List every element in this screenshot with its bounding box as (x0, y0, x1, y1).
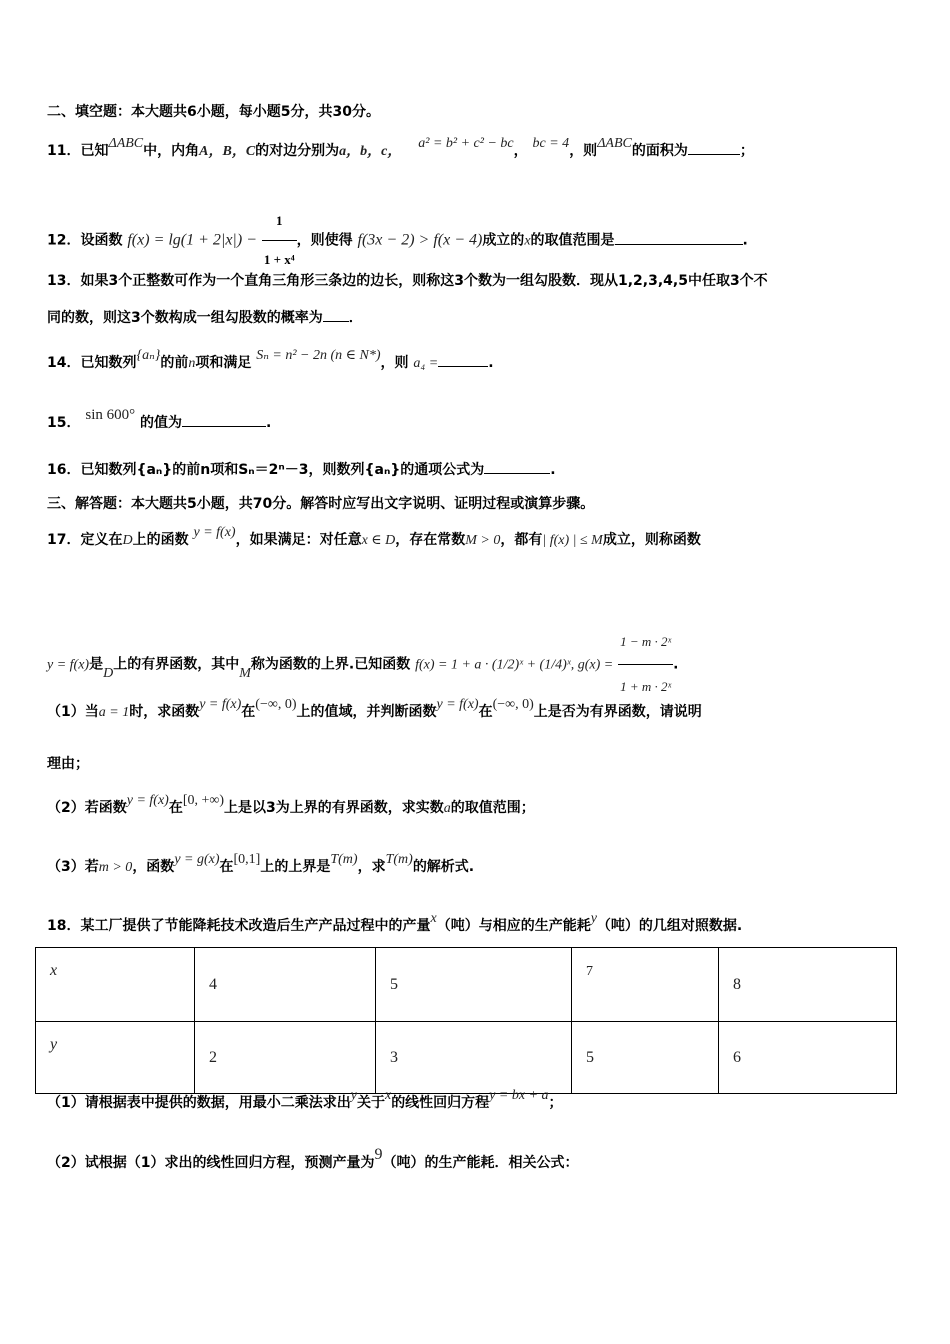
table-cell: 7 (572, 948, 719, 1022)
question-17-line-2 (47, 620, 679, 709)
q17-g-den: 1 + m · 2ˣ (620, 679, 672, 694)
question-18-part-1 (47, 1088, 563, 1114)
q14-sequence: {aₙ} (136, 348, 161, 363)
q18-p1-text-1: 关于 (356, 1095, 385, 1111)
q17-abs-bound: | f(x) | ≤ M (542, 533, 603, 548)
q15-answer-blank[interactable] (182, 412, 266, 427)
q14-text-3: ，则 (380, 355, 409, 371)
q13-answer-blank[interactable] (323, 307, 349, 322)
section-3-heading: 三、解答题：本大题共5小题，共70分。解答时应写出文字说明、证明过程或演算步骤。 (47, 496, 595, 512)
q17-g-fraction (618, 620, 673, 709)
q17-g-label: , g(x) = (570, 657, 614, 673)
q17-p1-interval-2: (−∞, 0) (492, 697, 534, 712)
q14-number: 14．已知数列 (47, 355, 137, 371)
q16-end: . (550, 462, 556, 478)
q12-frac-den: 1 + x⁴ (263, 252, 295, 267)
q17-p2-text-1: 在 (168, 800, 183, 816)
question-13-line-2 (47, 307, 363, 328)
q17-p1-text-5: 上是否为有界函数，请说明 (533, 704, 702, 720)
q17-number: 17．定义在 (47, 532, 123, 548)
q15-text-1: 的值为 (140, 415, 182, 431)
q17-g-num: 1 − m · 2ˣ (618, 620, 673, 665)
question-16 (47, 459, 556, 480)
q17-p3-T: T(m) (330, 852, 358, 867)
q17-p1-label: （1）当 (47, 704, 99, 720)
q12-fraction (262, 202, 297, 279)
q12-frac-num: 1 (262, 202, 297, 241)
q12-end: . (742, 232, 748, 249)
q11-end: ； (739, 143, 754, 159)
q11-equation-1: a² = b² + c² − bc (418, 136, 514, 151)
table-cell: 5 (376, 948, 572, 1022)
q11-text-4: 的面积为 (631, 143, 688, 159)
q17-l2-end: . (673, 656, 679, 673)
q17-p2-label: （2）若函数 (47, 800, 127, 816)
q18-x: x (430, 911, 437, 926)
question-15 (47, 407, 272, 433)
q17-p3-yg: y = g(x) (174, 852, 220, 867)
table-cell: 6 (719, 1022, 897, 1094)
q14-answer-blank[interactable] (438, 352, 488, 367)
q11-text-2: 的对边分别为 (255, 143, 340, 159)
question-17-part-3 (47, 852, 475, 878)
question-17-line-1 (47, 525, 701, 551)
question-11 (47, 136, 754, 162)
q17-p1-text-3: 上的值域，并判断函数 (296, 704, 437, 720)
q17-p3-text-4: ，求 (357, 859, 386, 875)
q12-number: 12．设函数 (47, 232, 123, 249)
q18-p2-text-1: （吨）的生产能耗．相关公式： (382, 1155, 579, 1171)
q17-p2-yf: y = f(x) (126, 793, 169, 808)
q17-p3-text-2: 在 (219, 859, 234, 875)
table-cell: 5 (572, 1022, 719, 1094)
q17-p2-text-2: 上是以3为上界的有界函数，求实数 (224, 800, 444, 816)
q18-p1-y: y (350, 1088, 357, 1103)
q17-l2-D: D (103, 665, 114, 681)
q14-a4: a₄ = (413, 356, 439, 371)
q18-p1-end: ； (548, 1095, 563, 1111)
q17-f-definition: f(x) = 1 + a · (1/2)ˣ + (1/4)ˣ (415, 657, 571, 673)
q17-p1-yf: y = f(x) (199, 697, 242, 712)
q14-text-2: 项和满足 (195, 355, 252, 371)
table-cell: 8 (719, 948, 897, 1022)
q17-p1-text-4: 在 (478, 704, 493, 720)
q17-p1-a: a = 1 (98, 705, 130, 720)
q18-p1-equation: y = bx + a (489, 1088, 549, 1103)
q17-p1-text-1: 时，求函数 (129, 704, 200, 720)
q11-vars: A，B，C (199, 144, 256, 159)
table-row-y (36, 1022, 897, 1094)
table-cell: 4 (195, 948, 376, 1022)
q17-l2-text-3: 称为函数的上界.已知函数 (250, 656, 411, 673)
q17-p3-text-5: 的解析式. (412, 859, 475, 875)
q17-p2-text-3: 的取值范围； (450, 800, 535, 816)
q17-l2-text-1: 是 (89, 656, 104, 673)
q14-sum-formula: Sₙ = n² − 2n (n ∈ N*) (256, 348, 381, 363)
q17-l2-text-2: 上的有界函数，其中 (113, 656, 240, 673)
q18-data-table (35, 947, 897, 1094)
question-14 (47, 348, 494, 374)
q17-text-4: ，都有 (500, 532, 543, 548)
q18-p1-x: x (384, 1088, 392, 1103)
q17-p3-T-2: T(m) (385, 852, 413, 867)
question-17-part-1 (47, 697, 702, 723)
q12-text-1: ，则使得 (296, 232, 353, 249)
q14-n: n (188, 356, 196, 371)
q17-p1-yf-2: y = f(x) (436, 697, 479, 712)
table-header-y: y (36, 1022, 195, 1094)
q18-number: 18．某工厂提供了节能降耗技术改造后生产产品过程中的产量 (47, 918, 431, 934)
q17-p3-text-1: ，函数 (132, 859, 175, 875)
q18-y: y (590, 911, 597, 926)
q18-p2-label: （2）试根据（1）求出的线性回归方程，预测产量为 (47, 1155, 375, 1171)
q16-text: 16．已知数列{aₙ}的前n项和Sₙ＝2ⁿ－3，则数列{aₙ}的通项公式为 (47, 462, 485, 478)
q11-sides: a，b，c， (339, 144, 402, 159)
q11-text-1: 中，内角 (143, 143, 200, 159)
q17-p2-a: a (443, 801, 451, 816)
q17-p3-label: （3）若 (47, 859, 99, 875)
table-header-x: x (36, 948, 195, 1022)
question-17-part-2 (47, 793, 535, 819)
q12-text-2: 成立的 (482, 232, 525, 249)
question-18-part-2 (47, 1146, 579, 1173)
q13-end: ． (348, 310, 363, 326)
table-row-x (36, 948, 897, 1022)
q18-p2-nine: 9 (374, 1146, 383, 1163)
q12-function: f(x) = lg(1 + 2|x|) − (127, 231, 257, 249)
q14-text-1: 的前 (160, 355, 189, 371)
q17-p2-interval: [0, +∞) (182, 793, 225, 808)
q15-number: 15． (47, 415, 81, 431)
q18-text-1: （吨）与相应的生产能耗 (436, 918, 591, 934)
q18-p1-label: （1）请根据表中提供的数据，用最小二乘法求出 (47, 1095, 351, 1111)
table-cell: 2 (195, 1022, 376, 1094)
q11-sep: ， (513, 143, 528, 159)
q12-text-3: 的取值范围是 (530, 232, 615, 249)
q18-text-2: （吨）的几组对照数据. (596, 918, 743, 934)
q11-equation-2: bc = 4 (532, 136, 570, 151)
question-13-line-1: 13．如果3个正整数可作为一个直角三角形三条边的边长，则称这3个数为一组勾股数．现从1,2,3,4,5中任取3个不 (47, 273, 768, 289)
q18-p1-text-2: 的线性回归方程 (391, 1095, 490, 1111)
q11-answer-blank[interactable] (688, 140, 740, 155)
q17-M: M > 0 (465, 533, 501, 548)
q12-answer-blank[interactable] (615, 230, 743, 245)
q17-l2-yf: y = f(x) (47, 657, 90, 673)
q17-D: D (122, 533, 133, 548)
table-cell: 3 (376, 1022, 572, 1094)
question-18 (47, 911, 743, 937)
q12-inequality: f(3x − 2) > f(x − 4) (357, 231, 483, 249)
section-2-heading: 二、填空题：本大题共6小题，每小题5分，共30分。 (47, 104, 380, 120)
q17-p1-text-2: 在 (241, 704, 256, 720)
q17-text-5: 成立，则称函数 (602, 532, 701, 548)
q11-triangle-2: ΔABC (597, 136, 632, 151)
q17-p3-m: m > 0 (98, 860, 133, 875)
q11-number: 11．已知 (47, 143, 109, 159)
q14-end: . (488, 355, 494, 371)
q17-text-3: ，存在常数 (395, 532, 466, 548)
q17-text-2: ，如果满足：对任意 (235, 532, 362, 548)
q17-p1-interval: (−∞, 0) (255, 697, 297, 712)
q17-x-in-D: x ∈ D (361, 533, 396, 548)
q11-text-3: ，则 (569, 143, 598, 159)
q15-expression: sin 600° (85, 407, 136, 423)
q17-p3-interval: [0,1] (233, 852, 261, 867)
q17-yf: y = f(x) (193, 525, 236, 540)
q12-x: x (524, 233, 531, 249)
q13-line-2-text: 同的数，则这3个数构成一组勾股数的概率为 (47, 310, 323, 326)
question-17-part-1-line-2: 理由； (47, 756, 89, 772)
q15-end: . (266, 415, 272, 431)
q11-triangle: ΔABC (108, 136, 144, 151)
q17-text-1: 上的函数 (132, 532, 189, 548)
q16-answer-blank[interactable] (484, 459, 550, 474)
q17-l2-M: M (239, 665, 251, 681)
q17-p3-text-3: 上的上界是 (260, 859, 331, 875)
question-12 (47, 202, 748, 279)
